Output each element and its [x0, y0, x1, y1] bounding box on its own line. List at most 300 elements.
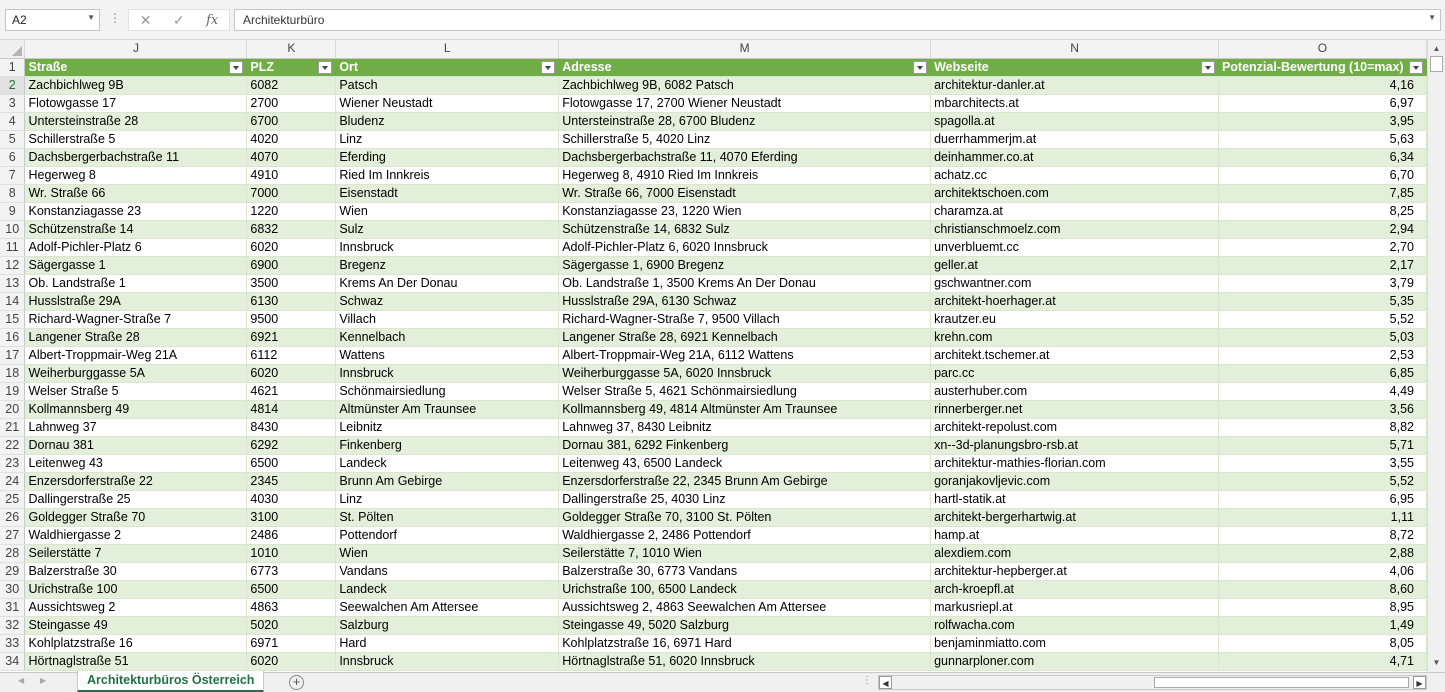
table-header-cell[interactable]: [25, 58, 247, 76]
row-header[interactable]: 16: [0, 328, 25, 346]
table-cell[interactable]: 4,06: [1218, 562, 1426, 580]
table-cell[interactable]: 2700: [247, 94, 336, 112]
table-row: [0, 274, 1427, 292]
vertical-scroll-thumb[interactable]: [1430, 56, 1443, 72]
table-row: [0, 508, 1427, 526]
table-cell[interactable]: Steingasse 49, 5020 Salzburg: [559, 616, 931, 634]
table-cell[interactable]: 3,56: [1218, 400, 1426, 418]
table-row: [0, 202, 1427, 220]
table-cell[interactable]: Landeck: [336, 580, 559, 598]
table-cell[interactable]: Ob. Landstraße 1: [25, 274, 247, 292]
table-cell[interactable]: 6,34: [1218, 148, 1426, 166]
row-header[interactable]: 12: [0, 256, 25, 274]
table-cell[interactable]: hamp.at: [931, 526, 1219, 544]
table-cell[interactable]: 4621: [247, 382, 336, 400]
sheet-table: [0, 40, 1427, 671]
table-cell[interactable]: alexdiem.com: [931, 544, 1219, 562]
table-cell[interactable]: Brunn Am Gebirge: [336, 472, 559, 490]
table-cell[interactable]: Aussichtsweg 2: [25, 598, 247, 616]
table-cell[interactable]: Kohlplatzstraße 16, 6971 Hard: [559, 634, 931, 652]
table-cell[interactable]: Flotowgasse 17, 2700 Wiener Neustadt: [559, 94, 931, 112]
chevron-down-icon[interactable]: ▼: [87, 13, 95, 22]
table-cell[interactable]: Innsbruck: [336, 652, 559, 670]
scroll-up-icon[interactable]: ▲: [1432, 44, 1441, 53]
table-cell[interactable]: xn--3d-planungsbro-rsb.at: [931, 436, 1219, 454]
table-cell[interactable]: Waldhiergasse 2, 2486 Pottendorf: [559, 526, 931, 544]
table-cell[interactable]: Schillerstraße 5, 4020 Linz: [559, 130, 931, 148]
table-header-cell[interactable]: [1218, 58, 1426, 76]
table-cell[interactable]: architektur-mathies-florian.com: [931, 454, 1219, 472]
table-cell[interactable]: architekt.tschemer.at: [931, 346, 1219, 364]
row-header[interactable]: 21: [0, 418, 25, 436]
table-cell[interactable]: Konstanziagasse 23, 1220 Wien: [559, 202, 931, 220]
more-icon: ⋮: [862, 675, 872, 686]
table-cell[interactable]: Ob. Landstraße 1, 3500 Krems An Der Donau: [559, 274, 931, 292]
table-cell[interactable]: 5,63: [1218, 130, 1426, 148]
table-cell[interactable]: Sägergasse 1: [25, 256, 247, 274]
row-header[interactable]: 15: [0, 310, 25, 328]
table-cell[interactable]: 7,85: [1218, 184, 1426, 202]
table-cell[interactable]: architekt-bergerhartwig.at: [931, 508, 1219, 526]
row-header[interactable]: 11: [0, 238, 25, 256]
table-cell[interactable]: 8,05: [1218, 634, 1426, 652]
table-cell[interactable]: Wattens: [336, 346, 559, 364]
table-row: [0, 94, 1427, 112]
table-cell[interactable]: Enzersdorferstraße 22: [25, 472, 247, 490]
table-cell[interactable]: 2345: [247, 472, 336, 490]
table-cell[interactable]: Albert-Troppmair-Weg 21A, 6112 Wattens: [559, 346, 931, 364]
table-cell[interactable]: Lahnweg 37, 8430 Leibnitz: [559, 418, 931, 436]
formula-input[interactable]: [234, 9, 1441, 31]
table-cell[interactable]: Innsbruck: [336, 364, 559, 382]
table-cell[interactable]: Welser Straße 5: [25, 382, 247, 400]
table-cell[interactable]: Schützenstraße 14: [25, 220, 247, 238]
table-cell[interactable]: Richard-Wagner-Straße 7: [25, 310, 247, 328]
table-cell[interactable]: Hörtnaglstraße 51: [25, 652, 247, 670]
table-cell[interactable]: 8,60: [1218, 580, 1426, 598]
select-all-corner[interactable]: [0, 40, 25, 58]
table-cell[interactable]: Eisenstadt: [336, 184, 559, 202]
table-cell[interactable]: Langener Straße 28, 6921 Kennelbach: [559, 328, 931, 346]
row-header[interactable]: 6: [0, 148, 25, 166]
table-cell[interactable]: mbarchitects.at: [931, 94, 1219, 112]
table-row: [0, 598, 1427, 616]
table-cell[interactable]: duerrhammerjm.at: [931, 130, 1219, 148]
table-cell[interactable]: Untersteinstraße 28: [25, 112, 247, 130]
row-header[interactable]: 13: [0, 274, 25, 292]
table-cell[interactable]: christianschmoelz.com: [931, 220, 1219, 238]
table-cell[interactable]: Balzerstraße 30, 6773 Vandans: [559, 562, 931, 580]
table-cell[interactable]: Linz: [336, 130, 559, 148]
table-cell[interactable]: Vandans: [336, 562, 559, 580]
table-cell[interactable]: Linz: [336, 490, 559, 508]
table-cell[interactable]: 4,16: [1218, 76, 1426, 94]
table-cell[interactable]: Pottendorf: [336, 526, 559, 544]
table-cell[interactable]: 1010: [247, 544, 336, 562]
filter-dropdown-icon[interactable]: [913, 61, 927, 74]
table-cell[interactable]: Hegerweg 8: [25, 166, 247, 184]
table-cell[interactable]: Aussichtsweg 2, 4863 Seewalchen Am Attersee: [559, 598, 931, 616]
row-header[interactable]: 29: [0, 562, 25, 580]
table-row: [0, 346, 1427, 364]
table-cell[interactable]: deinhammer.co.at: [931, 148, 1219, 166]
table-cell[interactable]: gunnarploner.com: [931, 652, 1219, 670]
table-cell[interactable]: Innsbruck: [336, 238, 559, 256]
table-cell[interactable]: Enzersdorferstraße 22, 2345 Brunn Am Gebirge: [559, 472, 931, 490]
table-row: [0, 256, 1427, 274]
table-header-cell[interactable]: [931, 58, 1219, 76]
row-header[interactable]: 34: [0, 652, 25, 670]
table-cell[interactable]: Richard-Wagner-Straße 7, 9500 Villach: [559, 310, 931, 328]
column-header[interactable]: O: [1218, 40, 1426, 58]
expand-formula-icon[interactable]: ▼: [1428, 13, 1436, 22]
table-cell[interactable]: 8430: [247, 418, 336, 436]
table-cell[interactable]: 2,94: [1218, 220, 1426, 238]
table-cell[interactable]: 6292: [247, 436, 336, 454]
table-cell[interactable]: goranjakovljevic.com: [931, 472, 1219, 490]
add-sheet-icon[interactable]: +: [289, 675, 304, 690]
scroll-down-icon[interactable]: ▼: [1432, 658, 1441, 667]
table-cell[interactable]: 6773: [247, 562, 336, 580]
table-cell[interactable]: 5,52: [1218, 310, 1426, 328]
table-cell[interactable]: 4070: [247, 148, 336, 166]
row-header[interactable]: 4: [0, 112, 25, 130]
table-cell[interactable]: krehn.com: [931, 328, 1219, 346]
table-cell[interactable]: 4910: [247, 166, 336, 184]
table-cell[interactable]: 6,97: [1218, 94, 1426, 112]
table-row: [0, 310, 1427, 328]
table-cell[interactable]: architektschoen.com: [931, 184, 1219, 202]
header-label: Straße: [28, 59, 68, 74]
table-cell[interactable]: 6020: [247, 364, 336, 382]
table-row: [0, 418, 1427, 436]
table-cell[interactable]: Welser Straße 5, 4621 Schönmairsiedlung: [559, 382, 931, 400]
table-cell[interactable]: Flotowgasse 17: [25, 94, 247, 112]
table-cell[interactable]: Leibnitz: [336, 418, 559, 436]
table-cell[interactable]: Dallingerstraße 25, 4030 Linz: [559, 490, 931, 508]
table-cell[interactable]: Leitenweg 43: [25, 454, 247, 472]
table-cell[interactable]: Untersteinstraße 28, 6700 Bludenz: [559, 112, 931, 130]
table-cell[interactable]: architektur-hepberger.at: [931, 562, 1219, 580]
next-sheet-icon[interactable]: ▶: [40, 676, 47, 685]
table-cell[interactable]: Krems An Der Donau: [336, 274, 559, 292]
table-cell[interactable]: 8,95: [1218, 598, 1426, 616]
filter-dropdown-icon[interactable]: [229, 61, 243, 74]
table-cell[interactable]: 6130: [247, 292, 336, 310]
column-header[interactable]: J: [25, 40, 247, 58]
table-cell[interactable]: Wien: [336, 544, 559, 562]
filter-dropdown-icon[interactable]: [318, 61, 332, 74]
column-header[interactable]: K: [247, 40, 336, 58]
table-cell[interactable]: Albert-Troppmair-Weg 21A: [25, 346, 247, 364]
table-cell[interactable]: 6700: [247, 112, 336, 130]
table-row: [0, 76, 1427, 94]
table-cell[interactable]: arch-kroepfl.at: [931, 580, 1219, 598]
table-cell[interactable]: Zachbichlweg 9B: [25, 76, 247, 94]
table-cell[interactable]: 5,71: [1218, 436, 1426, 454]
table-header-cell[interactable]: [559, 58, 931, 76]
table-cell[interactable]: achatz.cc: [931, 166, 1219, 184]
column-header[interactable]: N: [931, 40, 1219, 58]
table-cell[interactable]: architekt-repolust.com: [931, 418, 1219, 436]
column-header[interactable]: M: [559, 40, 931, 58]
scroll-right-icon[interactable]: ▶: [1413, 676, 1426, 689]
table-cell[interactable]: Wien: [336, 202, 559, 220]
row-header[interactable]: 1: [0, 58, 25, 76]
row-header[interactable]: 14: [0, 292, 25, 310]
table-cell[interactable]: Dallingerstraße 25: [25, 490, 247, 508]
table-cell[interactable]: 4030: [247, 490, 336, 508]
row-header[interactable]: 8: [0, 184, 25, 202]
row-header[interactable]: 3: [0, 94, 25, 112]
table-row: [0, 634, 1427, 652]
table-cell[interactable]: markusriepl.at: [931, 598, 1219, 616]
table-cell[interactable]: Salzburg: [336, 616, 559, 634]
table-cell[interactable]: Schönmairsiedlung: [336, 382, 559, 400]
row-header[interactable]: 26: [0, 508, 25, 526]
table-row: [0, 472, 1427, 490]
table-cell[interactable]: 6,85: [1218, 364, 1426, 382]
row-header[interactable]: 7: [0, 166, 25, 184]
table-cell[interactable]: 6832: [247, 220, 336, 238]
table-cell[interactable]: 6020: [247, 652, 336, 670]
horizontal-scrollbar[interactable]: [878, 675, 1427, 690]
table-cell[interactable]: 8,82: [1218, 418, 1426, 436]
table-cell[interactable]: Schillerstraße 5: [25, 130, 247, 148]
row-header[interactable]: 23: [0, 454, 25, 472]
table-cell[interactable]: 4814: [247, 400, 336, 418]
table-cell[interactable]: rolfwacha.com: [931, 616, 1219, 634]
table-cell[interactable]: 5020: [247, 616, 336, 634]
table-cell[interactable]: architekt-hoerhager.at: [931, 292, 1219, 310]
table-cell[interactable]: Dachsbergerbachstraße 11, 4070 Eferding: [559, 148, 931, 166]
column-header[interactable]: L: [336, 40, 559, 58]
table-cell[interactable]: spagolla.at: [931, 112, 1219, 130]
table-cell[interactable]: 8,72: [1218, 526, 1426, 544]
table-cell[interactable]: Schwaz: [336, 292, 559, 310]
table-row: [0, 652, 1427, 670]
table-cell[interactable]: Hard: [336, 634, 559, 652]
sheet-tab-architekturbueros[interactable]: Architekturbüros Österreich: [77, 671, 264, 692]
row-header[interactable]: 10: [0, 220, 25, 238]
filter-dropdown-icon[interactable]: [1201, 61, 1215, 74]
table-cell[interactable]: Villach: [336, 310, 559, 328]
more-icon: ⋮: [109, 11, 121, 25]
table-cell[interactable]: Urichstraße 100, 6500 Landeck: [559, 580, 931, 598]
table-cell[interactable]: 2,53: [1218, 346, 1426, 364]
table-cell[interactable]: 5,35: [1218, 292, 1426, 310]
table-cell[interactable]: Kollmannsberg 49, 4814 Altmünster Am Traunsee: [559, 400, 931, 418]
row-header[interactable]: 17: [0, 346, 25, 364]
table-cell[interactable]: 1,49: [1218, 616, 1426, 634]
table-cell[interactable]: 9500: [247, 310, 336, 328]
table-cell[interactable]: Adolf-Pichler-Platz 6: [25, 238, 247, 256]
table-cell[interactable]: 3500: [247, 274, 336, 292]
table-cell[interactable]: parc.cc: [931, 364, 1219, 382]
table-cell[interactable]: Bregenz: [336, 256, 559, 274]
table-cell[interactable]: Ried Im Innkreis: [336, 166, 559, 184]
scroll-left-icon[interactable]: ◀: [879, 676, 892, 689]
table-cell[interactable]: 6500: [247, 454, 336, 472]
table-cell[interactable]: Zachbichlweg 9B, 6082 Patsch: [559, 76, 931, 94]
table-cell[interactable]: Kollmannsberg 49: [25, 400, 247, 418]
table-cell[interactable]: 6,70: [1218, 166, 1426, 184]
row-header[interactable]: 2: [0, 76, 25, 94]
table-cell[interactable]: hartl-statik.at: [931, 490, 1219, 508]
table-cell[interactable]: gschwantner.com: [931, 274, 1219, 292]
table-cell[interactable]: Husslstraße 29A: [25, 292, 247, 310]
table-cell[interactable]: 3,95: [1218, 112, 1426, 130]
cancel-icon[interactable]: ✕: [139, 11, 152, 28]
table-cell[interactable]: Steingasse 49: [25, 616, 247, 634]
table-cell[interactable]: Seewalchen Am Attersee: [336, 598, 559, 616]
table-cell[interactable]: Lahnweg 37: [25, 418, 247, 436]
table-cell[interactable]: Eferding: [336, 148, 559, 166]
table-cell[interactable]: benjaminmiatto.com: [931, 634, 1219, 652]
table-cell[interactable]: 4,49: [1218, 382, 1426, 400]
table-cell[interactable]: Goldegger Straße 70: [25, 508, 247, 526]
table-cell[interactable]: Weiherburggasse 5A, 6020 Innsbruck: [559, 364, 931, 382]
filter-dropdown-icon[interactable]: [541, 61, 555, 74]
row-header[interactable]: 30: [0, 580, 25, 598]
table-cell[interactable]: 2486: [247, 526, 336, 544]
filter-dropdown-icon[interactable]: [1409, 61, 1423, 74]
table-cell[interactable]: 2,88: [1218, 544, 1426, 562]
table-cell[interactable]: 5,52: [1218, 472, 1426, 490]
table-row: [0, 382, 1427, 400]
header-label: Ort: [339, 59, 359, 74]
table-cell[interactable]: 5,03: [1218, 328, 1426, 346]
table-cell[interactable]: Patsch: [336, 76, 559, 94]
table-cell[interactable]: Goldegger Straße 70, 3100 St. Pölten: [559, 508, 931, 526]
table-cell[interactable]: rinnerberger.net: [931, 400, 1219, 418]
row-header[interactable]: 5: [0, 130, 25, 148]
table-cell[interactable]: Konstanziagasse 23: [25, 202, 247, 220]
table-cell[interactable]: 6,95: [1218, 490, 1426, 508]
table-cell[interactable]: Weiherburggasse 5A: [25, 364, 247, 382]
row-header[interactable]: 27: [0, 526, 25, 544]
table-cell[interactable]: 6112: [247, 346, 336, 364]
table-cell[interactable]: St. Pölten: [336, 508, 559, 526]
table-header-cell[interactable]: [336, 58, 559, 76]
table-row: [0, 328, 1427, 346]
table-cell[interactable]: architektur-danler.at: [931, 76, 1219, 94]
table-cell[interactable]: 6900: [247, 256, 336, 274]
insert-function-icon[interactable]: fx: [206, 12, 219, 28]
table-cell[interactable]: Wiener Neustadt: [336, 94, 559, 112]
table-cell[interactable]: 2,17: [1218, 256, 1426, 274]
row-header[interactable]: 33: [0, 634, 25, 652]
table-cell[interactable]: Husslstraße 29A, 6130 Schwaz: [559, 292, 931, 310]
table-cell[interactable]: Sulz: [336, 220, 559, 238]
table-cell[interactable]: Langener Straße 28: [25, 328, 247, 346]
table-cell[interactable]: Landeck: [336, 454, 559, 472]
table-cell[interactable]: Balzerstraße 30: [25, 562, 247, 580]
formula-bar: [0, 0, 1445, 40]
table-cell[interactable]: austerhuber.com: [931, 382, 1219, 400]
row-header[interactable]: 20: [0, 400, 25, 418]
table-cell[interactable]: Leitenweg 43, 6500 Landeck: [559, 454, 931, 472]
table-cell[interactable]: 1,11: [1218, 508, 1426, 526]
table-cell[interactable]: 6500: [247, 580, 336, 598]
table-cell[interactable]: 1220: [247, 202, 336, 220]
table-cell[interactable]: Hörtnaglstraße 51, 6020 Innsbruck: [559, 652, 931, 670]
horizontal-scroll-thumb[interactable]: [1154, 677, 1409, 688]
table-cell[interactable]: 3,79: [1218, 274, 1426, 292]
table-cell[interactable]: 4020: [247, 130, 336, 148]
table-cell[interactable]: Seilerstätte 7, 1010 Wien: [559, 544, 931, 562]
table-cell[interactable]: Wr. Straße 66: [25, 184, 247, 202]
table-cell[interactable]: Dachsbergerbachstraße 11: [25, 148, 247, 166]
table-cell[interactable]: unverbluemt.cc: [931, 238, 1219, 256]
table-cell[interactable]: 8,25: [1218, 202, 1426, 220]
row-header[interactable]: 24: [0, 472, 25, 490]
table-cell[interactable]: Seilerstätte 7: [25, 544, 247, 562]
table-row: [0, 544, 1427, 562]
table-cell[interactable]: charamza.at: [931, 202, 1219, 220]
table-cell[interactable]: krautzer.eu: [931, 310, 1219, 328]
name-box-value: A2: [12, 13, 27, 27]
table-row: [0, 238, 1427, 256]
table-cell[interactable]: Dornau 381: [25, 436, 247, 454]
table-cell[interactable]: 6921: [247, 328, 336, 346]
table-row: [0, 400, 1427, 418]
spreadsheet-grid: [0, 40, 1427, 672]
row-header[interactable]: 18: [0, 364, 25, 382]
prev-sheet-icon[interactable]: ◀: [18, 676, 25, 685]
vertical-scrollbar[interactable]: [1427, 40, 1445, 672]
row-header[interactable]: 9: [0, 202, 25, 220]
table-cell[interactable]: Wr. Straße 66, 7000 Eisenstadt: [559, 184, 931, 202]
row-header[interactable]: 28: [0, 544, 25, 562]
table-cell[interactable]: Sägergasse 1, 6900 Bregenz: [559, 256, 931, 274]
table-row: [0, 130, 1427, 148]
table-cell[interactable]: 6971: [247, 634, 336, 652]
table-cell[interactable]: Kennelbach: [336, 328, 559, 346]
table-cell[interactable]: 4,71: [1218, 652, 1426, 670]
row-header[interactable]: 22: [0, 436, 25, 454]
table-row: [0, 526, 1427, 544]
table-cell[interactable]: Urichstraße 100: [25, 580, 247, 598]
table-header-cell[interactable]: [247, 58, 336, 76]
row-header[interactable]: 31: [0, 598, 25, 616]
table-cell[interactable]: Finkenberg: [336, 436, 559, 454]
table-cell[interactable]: Waldhiergasse 2: [25, 526, 247, 544]
table-row: [0, 292, 1427, 310]
table-cell[interactable]: Schützenstraße 14, 6832 Sulz: [559, 220, 931, 238]
row-header[interactable]: 32: [0, 616, 25, 634]
name-box[interactable]: [5, 9, 100, 31]
enter-icon[interactable]: ✓: [172, 11, 185, 28]
table-cell[interactable]: 4863: [247, 598, 336, 616]
table-cell[interactable]: geller.at: [931, 256, 1219, 274]
table-cell[interactable]: 2,70: [1218, 238, 1426, 256]
table-cell[interactable]: 3100: [247, 508, 336, 526]
table-cell[interactable]: Adolf-Pichler-Platz 6, 6020 Innsbruck: [559, 238, 931, 256]
header-label: PLZ: [250, 59, 274, 74]
table-cell[interactable]: Bludenz: [336, 112, 559, 130]
table-cell[interactable]: Kohlplatzstraße 16: [25, 634, 247, 652]
table-cell[interactable]: 6082: [247, 76, 336, 94]
table-cell[interactable]: Dornau 381, 6292 Finkenberg: [559, 436, 931, 454]
table-cell[interactable]: Hegerweg 8, 4910 Ried Im Innkreis: [559, 166, 931, 184]
row-header[interactable]: 19: [0, 382, 25, 400]
table-cell[interactable]: Altmünster Am Traunsee: [336, 400, 559, 418]
table-cell[interactable]: 3,55: [1218, 454, 1426, 472]
row-header[interactable]: 25: [0, 490, 25, 508]
table-cell[interactable]: 7000: [247, 184, 336, 202]
table-cell[interactable]: 6020: [247, 238, 336, 256]
